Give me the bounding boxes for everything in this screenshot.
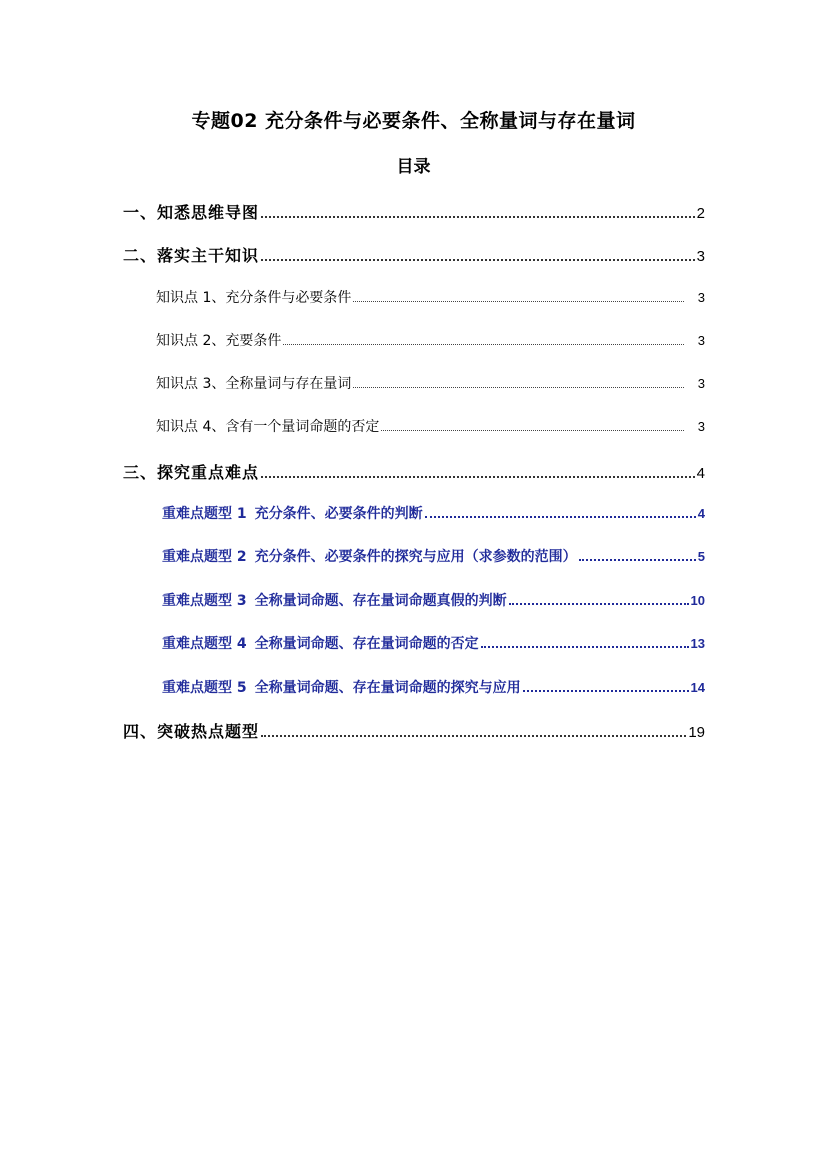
- toc-entry-problem-type-2[interactable]: [162, 546, 705, 566]
- toc-entry-label: 全称量词命题、存在量词命题的探究与应用: [254, 680, 521, 696]
- toc-leader: [381, 430, 683, 431]
- toc-entry-label: 知识点 1、充分条件与必要条件: [156, 290, 352, 306]
- toc-leader: [353, 301, 683, 302]
- toc-page-number: 2: [696, 205, 705, 222]
- toc-leader: [353, 387, 683, 388]
- toc-entry-problem-type-1[interactable]: [162, 503, 705, 523]
- toc-entry-hot-topics[interactable]: [123, 719, 705, 742]
- toc-entry-knowledge-3[interactable]: [156, 373, 705, 393]
- toc-leader: [509, 603, 689, 605]
- toc-entry-knowledge-4[interactable]: [156, 416, 705, 436]
- toc-page-number: 3: [697, 419, 705, 434]
- toc-entry-problem-type-3[interactable]: [162, 590, 705, 610]
- toc-entry-label: 一、知悉思维导图: [123, 203, 260, 222]
- toc-entry-label: 全称量词命题、存在量词命题真假的判断: [254, 593, 507, 609]
- toc-page-number: 3: [696, 248, 705, 265]
- toc-page-number: 4: [696, 465, 705, 482]
- toc-page-number: 5: [697, 549, 705, 564]
- toc-entry-label: 二、落实主干知识: [123, 246, 260, 265]
- toc-entry-label: 充分条件、必要条件的探究与应用（求参数的范围）: [254, 549, 577, 565]
- toc-page-number: 4: [697, 506, 705, 521]
- toc-leader: [579, 559, 696, 561]
- toc-entry-prefix: 重难点题型 3: [162, 593, 247, 609]
- toc-entry-label: 全称量词命题、存在量词命题的否定: [254, 636, 479, 652]
- page-title: 专题02 充分条件与必要条件、全称量词与存在量词: [191, 110, 636, 132]
- toc-leader: [261, 216, 695, 218]
- toc-leader: [261, 476, 695, 478]
- toc-entry-knowledge-2[interactable]: [156, 330, 705, 350]
- toc-page-number: 13: [690, 636, 705, 651]
- toc-page-number: 14: [690, 680, 705, 695]
- toc-page-number: 3: [697, 333, 705, 348]
- toc-entry-problem-type-5[interactable]: [162, 677, 705, 697]
- toc-entry-label: 知识点 3、全称量词与存在量词: [156, 376, 352, 392]
- toc-entry-prefix: 重难点题型 4: [162, 636, 247, 652]
- toc-entry-prefix: 重难点题型 5: [162, 680, 247, 696]
- toc-entry-label: 四、突破热点题型: [123, 722, 260, 741]
- toc-page-number: 3: [697, 376, 705, 391]
- toc-page-number: 10: [690, 593, 705, 608]
- toc-entry-label: 三、探究重点难点: [123, 463, 260, 482]
- toc-leader: [425, 516, 696, 518]
- toc-entry-label: 知识点 4、含有一个量词命题的否定: [156, 419, 380, 435]
- toc-heading: 目录: [396, 157, 431, 177]
- toc-entry-key-difficulties[interactable]: [123, 460, 705, 483]
- toc-entry-prefix: 重难点题型 1: [162, 506, 247, 522]
- toc-entry-problem-type-4[interactable]: [162, 633, 705, 653]
- toc-entry-label: 知识点 2、充要条件: [156, 333, 282, 349]
- toc-page-number: 3: [697, 290, 705, 305]
- toc-leader: [283, 344, 683, 345]
- toc-entry-label: 充分条件、必要条件的判断: [254, 506, 423, 522]
- toc-entry-prefix: 重难点题型 2: [162, 549, 247, 565]
- toc-leader: [261, 735, 686, 737]
- toc-entry-mind-map[interactable]: [123, 200, 705, 223]
- toc-entry-knowledge-1[interactable]: [156, 287, 705, 307]
- toc-leader: [261, 259, 695, 261]
- toc-page-number: 19: [688, 724, 705, 741]
- toc-leader: [481, 646, 689, 648]
- toc-leader: [523, 690, 689, 692]
- toc-entry-main-knowledge[interactable]: [123, 243, 705, 266]
